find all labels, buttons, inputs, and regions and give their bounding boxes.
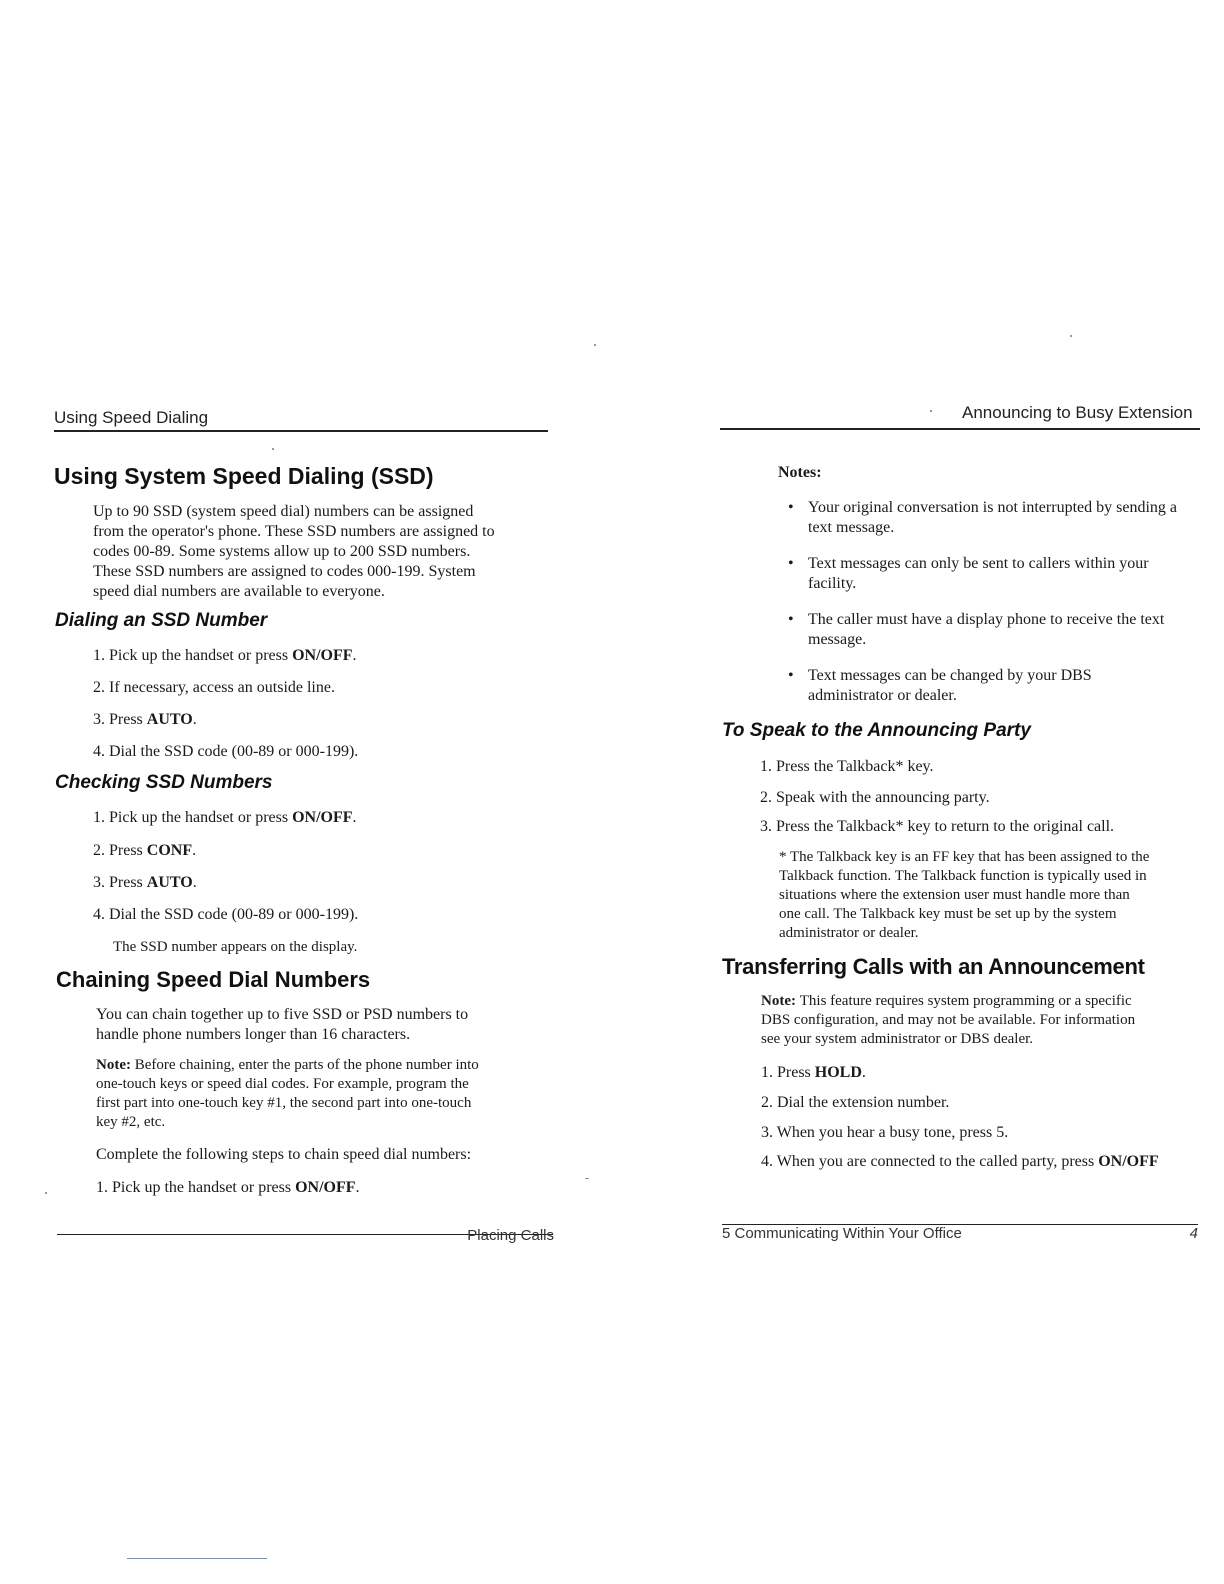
step-number: 1.	[96, 1179, 108, 1196]
checking-result: The SSD number appears on the display.	[113, 939, 358, 955]
step-text: Press	[109, 874, 147, 891]
step-number: 3.	[93, 874, 105, 891]
step-end: .	[861, 1064, 866, 1081]
bullet-line: Text messages can be changed by your DBS	[808, 667, 1092, 684]
speak-step: 1. Press the Talkback* key.	[760, 758, 934, 775]
step-number: 4.	[761, 1153, 773, 1170]
step-end: .	[192, 874, 197, 891]
bullet-line: text message.	[808, 519, 895, 536]
transfer-step	[761, 1152, 1200, 1172]
step-text: Dial the SSD code (00-89 or 000-199).	[109, 743, 359, 760]
transfer-step	[761, 1063, 866, 1083]
step-text: Dial the SSD code (00-89 or 000-199).	[109, 906, 359, 923]
bullet-line: facility.	[808, 575, 857, 592]
chaining-intro-line: handle phone numbers longer than 16 characters.	[96, 1026, 411, 1043]
scan-speck	[1070, 335, 1072, 337]
step-text: Pick up the handset or press	[112, 1179, 296, 1196]
intro-line: Up to 90 SSD (system speed dial) numbers can be assigned	[93, 503, 474, 520]
key-name: AUTO	[146, 874, 193, 891]
step-end: .	[192, 842, 197, 859]
step-end: .	[352, 647, 357, 664]
checking-step	[93, 905, 358, 925]
dialing-step	[93, 678, 335, 698]
note-bullet: • Your original conversation is not interrupted by sending a text message.	[788, 499, 1177, 536]
key-name: ON/OFF	[295, 1179, 356, 1196]
step-number: 3.	[761, 1124, 773, 1141]
bullet-line: Your original conversation is not interrupted by sending a	[808, 499, 1177, 516]
dialing-heading: Dialing an SSD Number	[55, 610, 268, 631]
step-number: 1.	[93, 647, 105, 664]
checking-step	[93, 808, 357, 828]
right-footer-page-number: 4	[1189, 1225, 1198, 1242]
footnote-line: Talkback function. The Talkback function is typically used in	[779, 868, 1147, 884]
note-label: Note:	[761, 993, 796, 1009]
step-text: Press	[109, 842, 147, 859]
step-text: Dial the extension number.	[777, 1094, 950, 1111]
step-number: 1.	[761, 1064, 773, 1081]
speak-heading: To Speak to the Announcing Party	[722, 720, 1031, 741]
footnote-line: one call. The Talkback key must be set up by the system	[779, 906, 1117, 922]
dialing-step	[93, 710, 197, 730]
footnote-line: situations where the extension user must handle more than	[779, 887, 1130, 903]
step-number: 2.	[93, 679, 105, 696]
scan-speck	[930, 410, 932, 412]
chaining-intro	[96, 1005, 556, 1045]
checking-step	[93, 841, 196, 861]
note-label: Note:	[96, 1057, 131, 1073]
key-name: ON/OFF	[292, 647, 353, 664]
step-number: 4.	[93, 906, 105, 923]
transfer-note	[761, 992, 1200, 1049]
transfer-heading: Transferring Calls with an Announcement	[722, 954, 1145, 979]
transfer-step	[761, 1093, 949, 1113]
left-header-rule	[54, 430, 548, 432]
bullet-line: Text messages can only be sent to callers within your	[808, 555, 1149, 572]
footnote-line: administrator or dealer.	[779, 925, 919, 941]
left-footer-clip	[360, 1227, 554, 1244]
page-title: Using System Speed Dialing (SSD)	[54, 463, 434, 489]
right-header-rule	[720, 428, 1200, 430]
note-line: DBS configuration, and may not be available. For information	[761, 1012, 1136, 1028]
chaining-lead: Complete the following steps to chain speed dial numbers:	[96, 1146, 472, 1163]
dialing-step	[93, 742, 358, 762]
dialing-step	[93, 646, 357, 666]
intro-line: These SSD numbers are assigned to codes 000-199. System	[93, 563, 476, 580]
ssd-intro	[93, 502, 553, 602]
bullet-line: The caller must have a display phone to receive the text	[808, 611, 1165, 628]
note-line: first part into one-touch key #1, the second part into one-touch	[96, 1095, 472, 1111]
step-end: .	[192, 711, 197, 728]
key-name: CONF	[146, 842, 193, 859]
step-number: 2.	[93, 842, 105, 859]
step-text: Pick up the handset or press	[109, 809, 293, 826]
scan-speck	[585, 1178, 589, 1179]
intro-line: from the operator's phone. These SSD numbers are assigned to	[93, 523, 495, 540]
right-running-head: Announcing to Busy Extension	[962, 403, 1193, 422]
key-name: HOLD	[814, 1064, 862, 1081]
scan-speck	[272, 448, 274, 450]
talkback-footnote	[779, 848, 1200, 943]
note-line: see your system administrator or DBS dealer.	[761, 1031, 1034, 1047]
transfer-step	[761, 1123, 1008, 1143]
checking-heading: Checking SSD Numbers	[55, 772, 273, 793]
scan-edge-line	[127, 1558, 267, 1559]
step-number: 3.	[93, 711, 105, 728]
step-number: 2.	[761, 1094, 773, 1111]
step-text: Pick up the handset or press	[109, 647, 293, 664]
note-bullet: • The caller must have a display phone to receive the text message.	[788, 611, 1165, 648]
speak-step: 3. Press the Talkback* key to return to the original call.	[760, 818, 1115, 835]
key-name: AUTO	[146, 711, 193, 728]
step-number: 1.	[93, 809, 105, 826]
key-name: ON/OFF	[292, 809, 353, 826]
left-running-head: Using Speed Dialing	[54, 408, 209, 427]
step-end: .	[355, 1179, 360, 1196]
footnote-line: * The Talkback key is an FF key that has been assigned to the	[779, 849, 1150, 865]
chaining-step	[96, 1178, 360, 1198]
intro-line: speed dial numbers are available to everyone.	[93, 583, 385, 600]
left-footer-text: Placing Calls	[467, 1227, 554, 1244]
checking-step	[93, 873, 197, 893]
step-text: Press	[777, 1064, 815, 1081]
intro-line: codes 00-89. Some systems allow up to 200 SSD numbers.	[93, 543, 471, 560]
right-footer-clip	[722, 1225, 1198, 1242]
chaining-intro-line: You can chain together up to five SSD or PSD numbers to	[96, 1006, 469, 1023]
step-end: .	[352, 809, 357, 826]
note-bullet: • Text messages can only be sent to callers within your facility.	[788, 555, 1149, 592]
bullet-line: message.	[808, 631, 867, 648]
key-name: ON/OFF	[1098, 1153, 1159, 1170]
note-bullet: • Text messages can be changed by your DBS administrator or dealer.	[788, 667, 1092, 704]
note-line: This feature requires system programming or a specific	[799, 993, 1132, 1009]
step-text: When you are connected to the called party, press	[776, 1153, 1099, 1170]
step-text: If necessary, access an outside line.	[109, 679, 335, 696]
speak-step: 2. Speak with the announcing party.	[760, 789, 990, 806]
scan-speck	[594, 344, 596, 346]
notes-label: Notes:	[778, 464, 822, 481]
scan-speck	[45, 1192, 47, 1194]
right-footer-text: 5 Communicating Within Your Office	[722, 1225, 962, 1242]
bullet-line: administrator or dealer.	[808, 687, 957, 704]
chaining-note	[96, 1056, 556, 1132]
note-line: key #2, etc.	[96, 1114, 166, 1130]
chaining-heading: Chaining Speed Dial Numbers	[56, 967, 371, 992]
note-line: one-touch keys or speed dial codes. For example, program the	[96, 1076, 469, 1092]
step-text: When you hear a busy tone, press 5.	[776, 1124, 1009, 1141]
step-number: 4.	[93, 743, 105, 760]
note-line: Before chaining, enter the parts of the phone number into	[134, 1057, 479, 1073]
step-text: Press	[109, 711, 147, 728]
